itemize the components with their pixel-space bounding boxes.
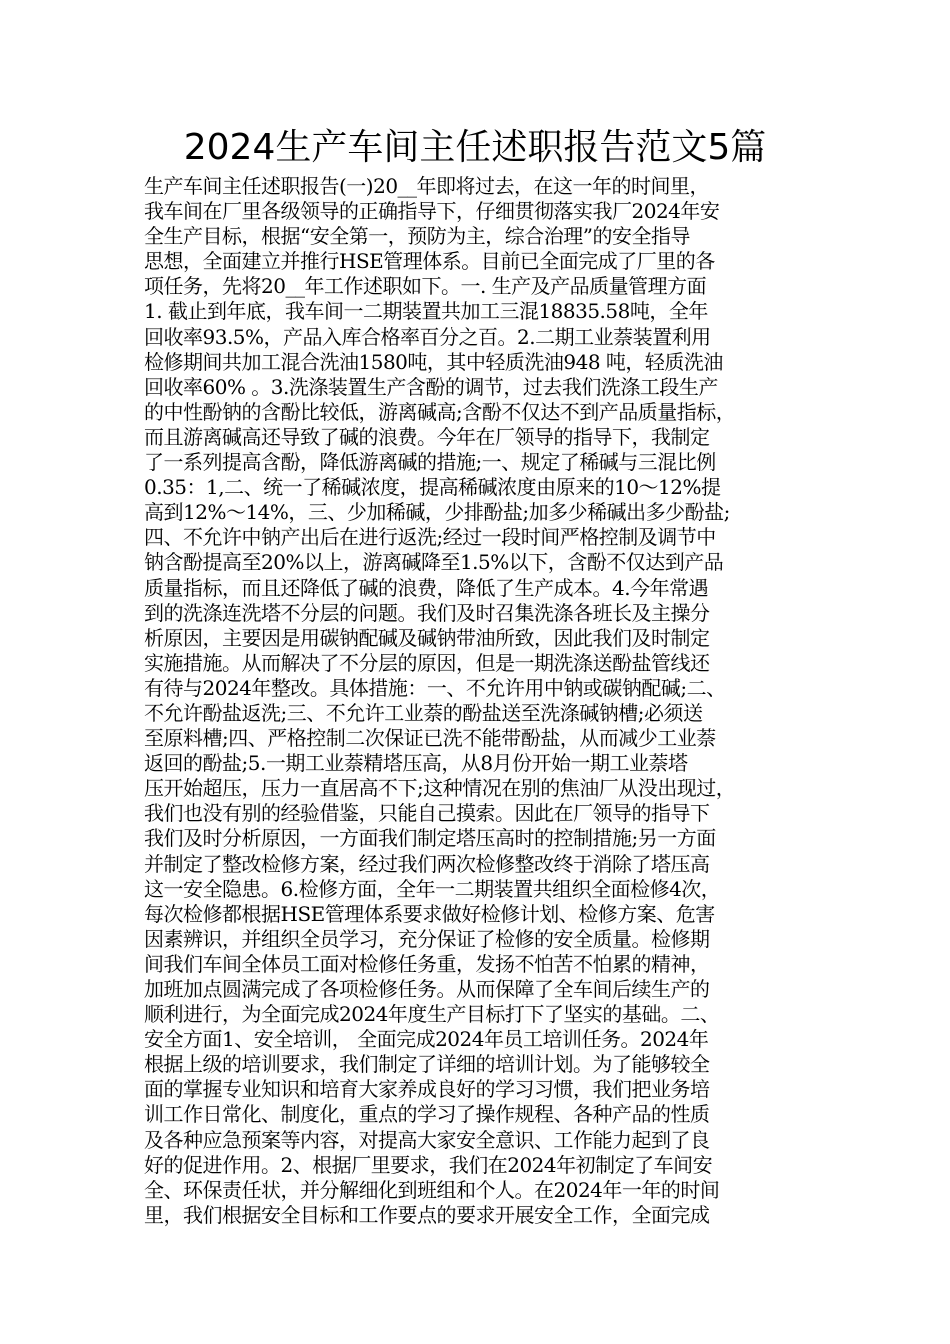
body-line: 至原料槽;四、严格控制二次保证已洗不能带酚盐，从而减少工业萘 xyxy=(144,726,716,751)
body-line: 里，我们根据安全目标和工作要点的要求开展安全工作，全面完成 xyxy=(144,1202,710,1227)
body-line: 析原因，主要因是用碳钠配碱及碱钠带油所致，因此我们及时制定 xyxy=(144,625,710,650)
body-line: 全、环保责任状，并分解细化到班组和个人。在2024年一年的时间 xyxy=(144,1177,720,1202)
body-line: 训工作日常化、制度化，重点的学习了操作规程、各种产品的性质 xyxy=(144,1102,710,1127)
body-line: 思想，全面建立并推行HSE管理体系。目前已全面完成了厂里的各 xyxy=(144,249,715,274)
body-line: 间我们车间全体员工面对检修任务重，发扬不怕苦不怕累的精神， xyxy=(144,951,710,976)
body-line: 根据上级的培训要求，我们制定了详细的培训计划。为了能够较全 xyxy=(144,1052,710,1077)
body-line: 我们及时分析原因，一方面我们制定塔压高时的控制措施;另一方面 xyxy=(144,826,716,851)
body-line: 不允许酚盐返洗;三、不允许工业萘的酚盐送至洗涤碱钠槽;必须送 xyxy=(144,700,703,725)
body-line: 而且游离碱高还导致了碱的浪费。今年在厂领导的指导下，我制定 xyxy=(144,424,710,449)
body-line: 我们也没有别的经验借鉴，只能自己摸索。因此在厂领导的指导下 xyxy=(144,801,710,826)
body-line: 检修期间共加工混合洗油1580吨，其中轻质洗油948 吨，轻质洗油 xyxy=(144,349,723,374)
body-line: 有待与2024年整改。具体措施：一、不允许用中钠或碳钠配碱;二、 xyxy=(144,675,726,700)
body-line: 全生产目标，根据“安全第一，预防为主，综合治理”的安全指导 xyxy=(144,224,690,249)
body-line: 压开始超压，压力一直居高不下;这种情况在别的焦油厂从没出现过， xyxy=(144,776,736,801)
body-line: 安全方面1、安全培训， 全面完成2024年员工培训任务。2024年 xyxy=(144,1027,709,1052)
body-line: 生产车间主任述职报告(一)20__年即将过去，在这一年的时间里， xyxy=(144,174,710,198)
body-line: 每次检修都根据HSE管理体系要求做好检修计划、检修方案、危害 xyxy=(144,901,715,926)
body-line: 返回的酚盐;5.一期工业萘精塔压高，从8月份开始一期工业萘塔 xyxy=(144,751,688,776)
body-line: 因素辨识，并组织全员学习，充分保证了检修的安全质量。检修期 xyxy=(144,926,710,951)
body-line: 1. 截止到年底，我车间一二期装置共加工三混18835.58吨，全年 xyxy=(144,299,708,324)
body-line: 到的洗涤连洗塔不分层的问题。我们及时召集洗涤各班长及主操分 xyxy=(144,600,710,625)
body-line: 质量指标，而且还降低了碱的浪费，降低了生产成本。4.今年常遇 xyxy=(144,575,709,600)
body-line: 0.35：1,二、统一了稀碱浓度，提高稀碱浓度由原来的10～12%提 xyxy=(144,475,721,500)
body-line: 回收率60% 。3.洗涤装置生产含酚的调节，过去我们洗涤工段生产 xyxy=(144,374,718,399)
body-line: 加班加点圆满完成了各项检修任务。从而保障了全车间后续生产的 xyxy=(144,977,710,1001)
body-line: 高到12%～14%，三、少加稀碱，少排酚盐;加多少稀碱出多少酚盐; xyxy=(144,500,730,525)
body-line: 及各种应急预案等内容，对提高大家安全意识、工作能力起到了良 xyxy=(144,1127,710,1152)
body-line: 的中性酚钠的含酚比较低，游离碱高;含酚不仅达不到产品质量指标， xyxy=(144,399,736,424)
body-line: 四、不允许中钠产出后在进行返洗;经过一段时间严格控制及调节中 xyxy=(144,525,716,550)
body-line: 并制定了整改检修方案，经过我们两次检修整改终于消除了塔压高 xyxy=(144,851,710,876)
document-body xyxy=(144,174,824,1228)
body-line: 顺利进行，为全面完成2024年度生产目标打下了坚实的基础。二、 xyxy=(144,1002,720,1027)
body-line: 项任务，先将20__年工作述职如下。一. 生产及产品质量管理方面 xyxy=(144,274,707,299)
document-title: 2024生产车间主任述职报告范文5篇 xyxy=(183,127,767,168)
body-line: 这一安全隐患。6.检修方面，全年一二期装置共组织全面检修4次， xyxy=(144,876,721,901)
body-line: 了一系列提高含酚，降低游离碱的措施;一、规定了稀碱与三混比例 xyxy=(144,450,716,475)
body-line: 好的促进作用。2、根据厂里要求，我们在2024年初制定了车间安 xyxy=(144,1152,713,1177)
body-line: 钠含酚提高至20%以上，游离碱降至1.5%以下，含酚不仅达到产品 xyxy=(144,550,724,575)
body-line: 我车间在厂里各级领导的正确指导下，仔细贯彻落实我厂2024年安 xyxy=(144,199,720,224)
body-line: 实施措施。从而解决了不分层的原因，但是一期洗涤送酚盐管线还 xyxy=(144,650,710,675)
body-line: 面的掌握专业知识和培育大家养成良好的学习习惯，我们把业务培 xyxy=(144,1077,710,1102)
body-line: 回收率93.5%，产品入库合格率百分之百。2.二期工业萘装置利用 xyxy=(144,324,711,349)
